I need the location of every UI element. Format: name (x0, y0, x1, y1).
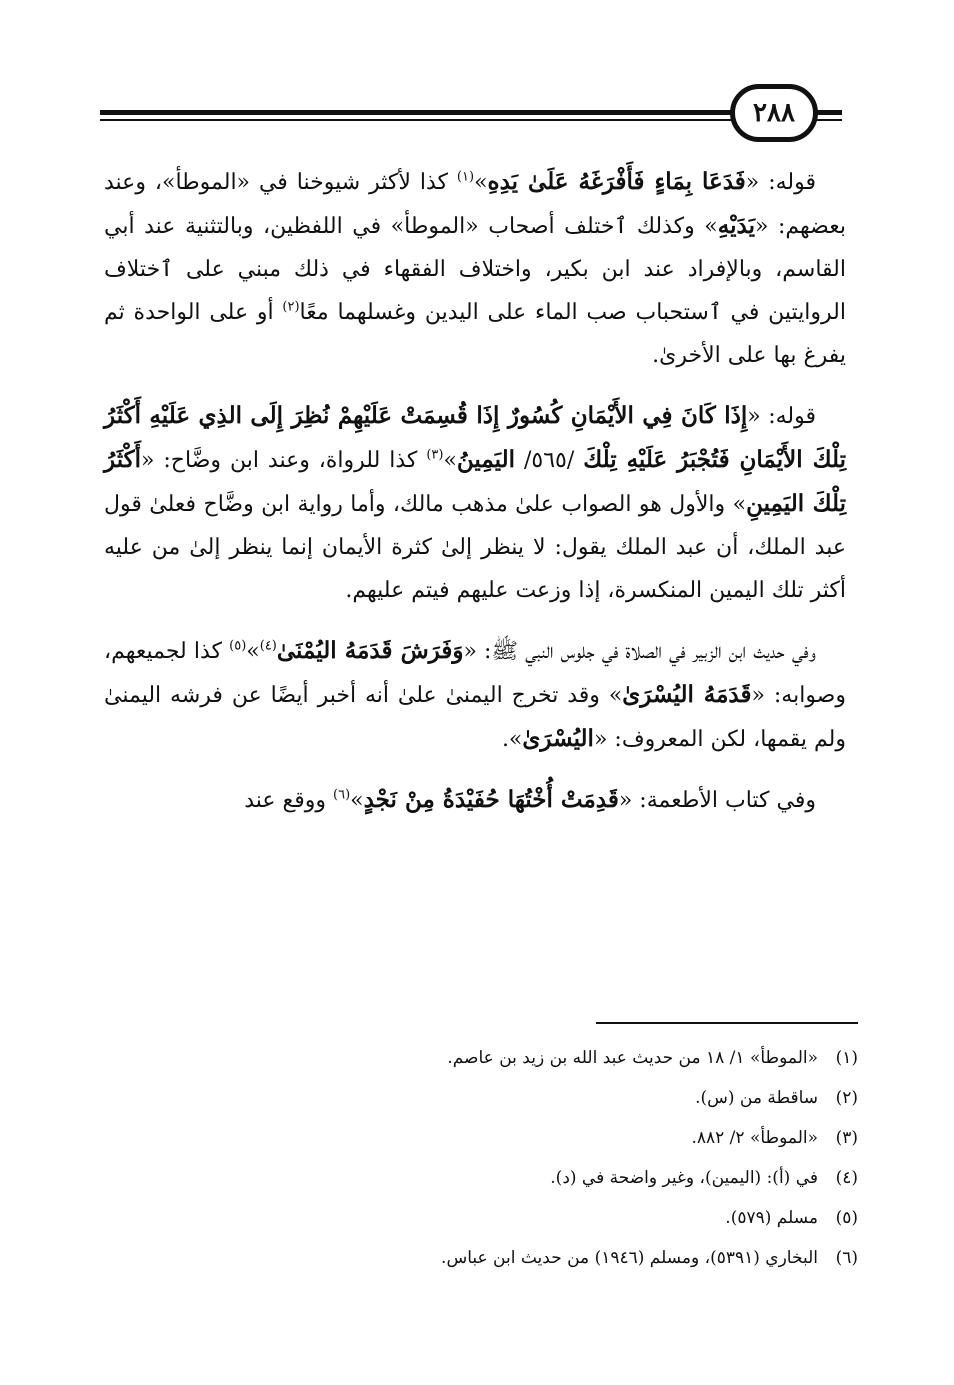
text-run: كذا لجميعهم، وصوابه: « (104, 639, 846, 708)
footnote-item (104, 1038, 858, 1078)
text-run: وفي حديث ابن الزبير في الصلاة في جلوس النبي ﷺ: « (463, 639, 816, 664)
footnote-ref: (٦) (333, 787, 351, 803)
footnote-number: (٤) (835, 1168, 858, 1188)
text-run: ». (501, 727, 523, 752)
text-run: وفي كتاب الأطعمة: « (618, 788, 816, 813)
quoted-hadith-text: قَدَمَهُ اليُسْرَىٰ (622, 681, 752, 708)
footnote-text: «الموطأ» ١/ ١٨ من حديث عبد الله بن زيد بن عاصم. (447, 1048, 818, 1068)
footnote-text: البخاري (٥٣٩١)، ومسلم (١٩٤٦) من حديث ابن عباس. (441, 1248, 818, 1268)
footnote-number: (٥) (835, 1208, 858, 1228)
text-run: » والأول هو الصواب علىٰ مذهب مالك، وأما رواية ابن وضَّاح فعلىٰ قول عبد الملك، أن عبد الملك يقول: لا ينظر إلىٰ كثرة الأيمان إنما ينظر إلىٰ من عليه أكثر تلك اليمين المنكسرة، إذا وزعت عليهم فيتم عليهم. (104, 492, 846, 603)
text-run: كذا للرواة، وعند ابن وضَّاح: « (140, 448, 427, 473)
text-run: ووقع عند (244, 788, 333, 813)
text-run: » وقد تخرج اليمنىٰ علىٰ أنه أخبر أيضًا عن فرشه اليمنىٰ ولم يقمها، لكن المعروف: « (104, 683, 846, 752)
footnote-ref: (٣) (426, 447, 444, 463)
quoted-hadith-text: يَدَيْهِ (717, 212, 755, 239)
footnote-item (104, 1198, 858, 1238)
footnote-item (104, 1158, 858, 1198)
header-rule-thin (100, 119, 732, 121)
footnote-number: (١) (835, 1048, 858, 1068)
footnotes (104, 1038, 858, 1278)
footnote-text: «الموطأ» ٢/ ٨٨٢. (691, 1128, 818, 1148)
quoted-hadith-text: قَدِمَتْ أُخْتُهَا حُفَيْدَةُ مِنْ نَجْدٍ (363, 786, 619, 813)
quoted-hadith-text: اليُسْرَىٰ (522, 725, 594, 752)
footnote-text: مسلم (٥٧٩). (725, 1208, 818, 1228)
footnote-item (104, 1078, 858, 1118)
header-rule-thick (100, 110, 732, 115)
text-run: أو على الواحدة ثم يفرغ بها على الأخرىٰ. (104, 300, 846, 368)
text-run: » (443, 448, 457, 473)
paragraph (104, 394, 846, 612)
footnote-item (104, 1118, 858, 1158)
quoted-hadith-text: إِذَا كَانَ فِي الأَيْمَانِ كُسُورٌ إِذَا قُسِمَتْ عَلَيْهِمْ نُظِرَ إِلَى الذِي عَلَيْهِ أَكْثَرُ تِلْكَ الأَيْمَانِ فَتُجْبَرُ عَلَيْهِ تِلْكَ (104, 402, 847, 473)
text-run: قوله: « (745, 170, 816, 195)
quoted-hadith-text: أَكْثَرُ تِلْكَ اليَمِينِ (104, 446, 846, 517)
header-rule-right-thin (816, 119, 842, 121)
page-number: ٢٨٨ (730, 84, 818, 142)
text-run: » (350, 788, 364, 813)
footnote-number: (٢) (835, 1088, 858, 1108)
footnote-ref: (٤) (259, 638, 277, 654)
text-run: » (246, 639, 260, 664)
text-run: كذا لأكثر شيوخنا في «الموطأ»، وعند بعضهم: « (104, 170, 847, 239)
text-run: قوله: « (747, 404, 816, 429)
paragraph (104, 778, 846, 822)
header-rule-right (816, 110, 842, 115)
quoted-hadith-text: وَفَرَشَ قَدَمَهُ اليُمْنَىٰ (276, 637, 464, 664)
text-run: /٥٦٥/ (515, 448, 584, 473)
footnote-separator (596, 1022, 858, 1024)
footnote-text: ساقطة من (س). (695, 1088, 818, 1108)
footnote-ref: (١) (456, 169, 475, 185)
footnote-ref: (٥) (229, 638, 247, 654)
footnote-text: في (أ): (اليمين)، وغير واضحة في (د). (550, 1168, 818, 1188)
quoted-hadith-text: اليَمِينُ (456, 446, 516, 473)
footnote-number: (٣) (835, 1128, 858, 1148)
quoted-hadith-text: فَدَعَا بِمَاءٍ فَأَفْرَغَهُ عَلَىٰ يَدِهِ (487, 168, 746, 195)
paragraph (104, 629, 846, 761)
main-text (104, 160, 846, 839)
page-header (100, 84, 842, 144)
footnote-item (104, 1238, 858, 1278)
text-run: » وكذلك ٱختلف أصحاب «الموطأ» في اللفظين، وبالتثنية عند أبي القاسم، وبالإفراد عند ابن بكير، واختلاف الفقهاء في ذلك مبني على ٱختلاف الروايتين في ٱستحباب صب الماء على اليدين وغسلهما معًا (104, 214, 847, 325)
footnote-number: (٦) (835, 1248, 858, 1268)
footnote-ref: (٢) (282, 299, 300, 315)
text-run: » (474, 170, 488, 195)
paragraph (104, 160, 846, 377)
